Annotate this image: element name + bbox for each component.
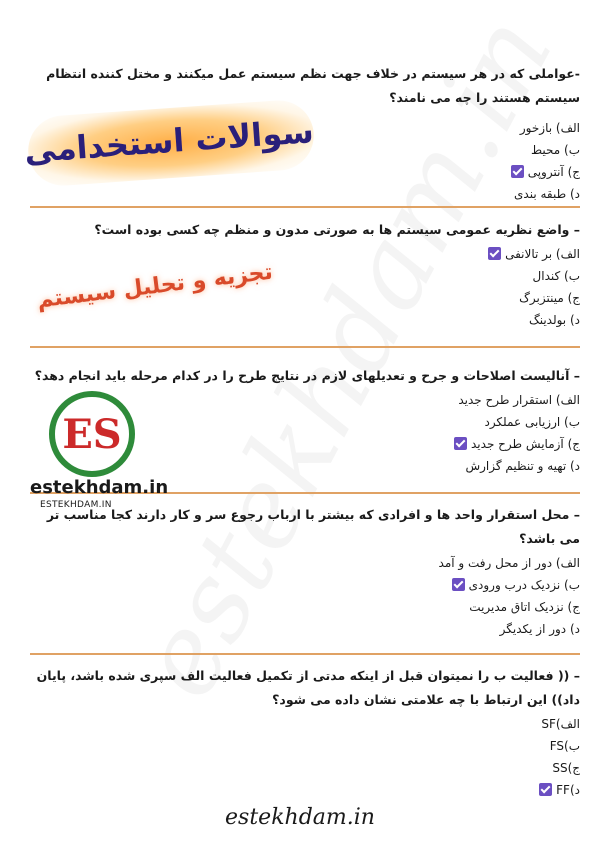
check-icon [452,578,465,591]
systems-analysis-banner: تجزیه و تحلیل سیستم [35,259,275,314]
question-text: – محل استقرار واحد ها و افرادی که بیشتر با ارباب رجوع سر و کار دارند کجا مناسب تر می باشد؟ [46,507,580,546]
question-4 [30,503,580,639]
check-icon [454,437,467,450]
option: ج)SS [552,760,580,775]
option: ب) نزدیک درب ورودی [30,573,580,595]
divider [30,346,580,348]
option: الف) بازخور [519,120,580,135]
divider [30,206,580,208]
option: ج) مینتزبرگ [519,290,580,305]
option: ب)FS [549,738,580,753]
option: ب) ارزیابی عملکرد [484,414,580,429]
option: الف)SF [541,716,580,731]
option: د) تهیه و تنظیم گزارش [465,458,580,473]
check-icon [488,247,501,260]
option: الف) بر تالانفی [30,242,580,264]
divider [30,653,580,655]
question-text: – (( فعالیت ب را نمیتوان قبل از اینکه مدتی از تکمیل فعالیت الف سپری شده باشد، پایان داد)) این ارتباط با چه علامتی نشان داده می شود؟ [36,668,580,707]
footer-brand: estekhdam.in [225,805,375,830]
recruitment-questions-banner: سوالات استخدامی [26,98,316,188]
option: ج) آنتروپی [30,160,580,182]
question-text: – آنالیست اصلاحات و جرح و تعدیلهای لازم در نتایج طرح را در کدام مرحله باید انجام دهد؟ [34,368,580,383]
check-icon [539,783,552,796]
option: ج) نزدیک اتاق مدیریت [469,599,580,614]
option: د)FF [30,778,580,800]
logo-domain: estekhdam.in [30,477,169,498]
es-logo [48,390,136,478]
option: الف) دور از محل رفت و آمد [438,555,580,570]
question-text: -عواملی که در هر سیستم در خلاف جهت نظم سیستم عمل میکنند و مختل کننده انتظام سیستم هستند را چه می نامند؟ [46,66,580,105]
check-icon [511,165,524,178]
option: ج) آزمایش طرح جدید [30,432,580,454]
option: ب) کندال [532,268,580,283]
logo-letters: ES [62,411,122,458]
option: ب) محیط [531,142,580,157]
question-text: – واضع نظریه عمومی سیستم ها به صورتی مدون و منظم چه کسی بوده است؟ [94,222,580,237]
question-5 [30,664,580,800]
option: د) طبقه بندی [514,186,580,201]
logo-subtitle: ESTEKHDAM.IN [40,500,112,510]
option: د) دور از یکدیگر [499,621,580,636]
option: الف) استقرار طرح جدید [458,392,580,407]
option: د) بولدینگ [528,312,580,327]
